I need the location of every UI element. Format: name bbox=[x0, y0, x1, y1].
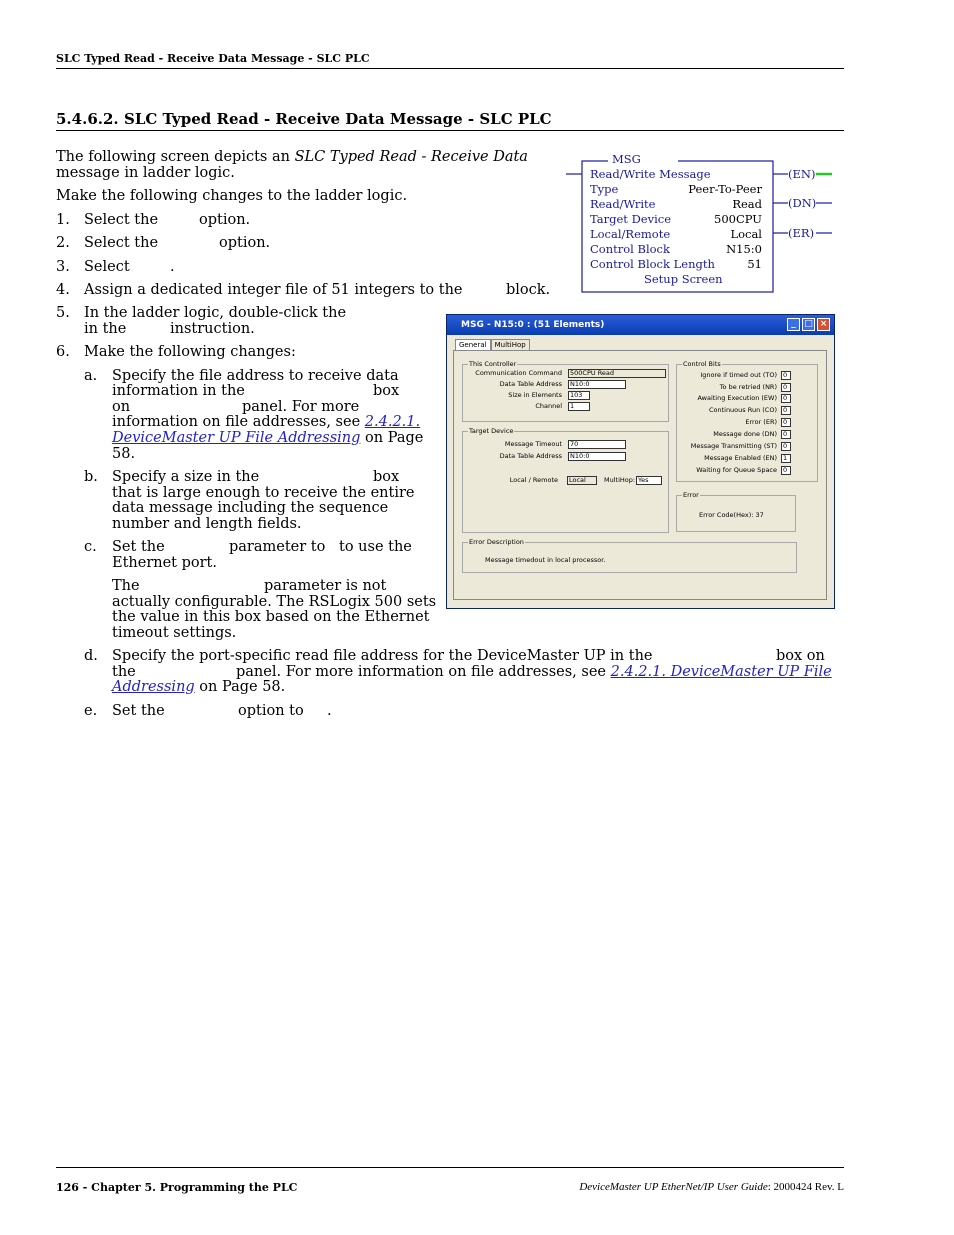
group-error bbox=[676, 491, 796, 532]
msg-dialog-window bbox=[446, 314, 835, 609]
ladder-output-en: (EN) bbox=[788, 167, 816, 181]
sub-c-note-3: the value in this box based on the Ethernet bbox=[112, 609, 430, 625]
sub-e-letter: e. bbox=[84, 703, 98, 719]
ladder-row-label: Read/Write bbox=[590, 197, 656, 211]
control-bit-value: 0 bbox=[781, 430, 791, 439]
sub-c-note-4: timeout settings. bbox=[112, 625, 237, 641]
step-1-num: 1. bbox=[56, 212, 70, 228]
sub-d-line-2b bbox=[236, 665, 832, 681]
footer-rule bbox=[56, 1167, 844, 1168]
control-bit-label: Waiting for Queue Space bbox=[696, 466, 777, 474]
sub-c-line-1c: to use the bbox=[339, 539, 412, 555]
field-label: MultiHop: bbox=[604, 476, 636, 484]
step-6-a: Make the following changes: bbox=[84, 344, 296, 360]
ladder-title: MSG bbox=[612, 152, 641, 166]
step-5-c: in the bbox=[84, 321, 127, 337]
group-title: Target Device bbox=[469, 427, 514, 435]
field-label: Message Timeout bbox=[504, 440, 562, 448]
section-rule bbox=[56, 130, 844, 131]
ladder-row-value: Peer-To-Peer bbox=[688, 182, 762, 196]
control-bit-value: 0 bbox=[781, 406, 791, 415]
sub-c-note-1a: The bbox=[112, 578, 140, 594]
step-3-b: . bbox=[170, 259, 175, 275]
field-label: Data Table Address bbox=[499, 380, 562, 388]
general-panel bbox=[453, 350, 827, 600]
step-4-b: block. bbox=[506, 282, 551, 298]
step-3-a: Select bbox=[84, 259, 130, 275]
communication-command-field[interactable]: 500CPU Read bbox=[568, 369, 666, 378]
size-in-elements-field[interactable]: 103 bbox=[568, 391, 590, 400]
group-title: Error Description bbox=[469, 538, 524, 546]
sub-a-line-2b: box bbox=[373, 383, 400, 399]
header-rule bbox=[56, 68, 844, 69]
sub-e-c: . bbox=[327, 703, 332, 719]
sub-a-line-3b: panel. For more bbox=[242, 399, 360, 415]
control-bit-label: Error (ER) bbox=[745, 418, 777, 426]
footer-guide-title: DeviceMaster UP EtherNet/IP User Guide bbox=[579, 1181, 768, 1193]
error-description-text: Message timedout in local processor. bbox=[485, 556, 606, 564]
close-icon[interactable]: × bbox=[817, 318, 830, 331]
sub-b-line-1a: Specify a size in the bbox=[112, 469, 260, 485]
field-label: Channel bbox=[535, 402, 562, 410]
error-code bbox=[699, 511, 764, 519]
step-1-a: Select the bbox=[84, 212, 159, 228]
sub-d-line-1b: box on bbox=[776, 648, 825, 664]
section-title: SLC Typed Read - Receive Data Message - SLC PLC bbox=[124, 110, 552, 128]
field-label: Communication Command bbox=[475, 369, 562, 377]
sub-a-see-text: information on file addresses, see bbox=[112, 414, 365, 430]
target-data-table-address-field[interactable]: N10:0 bbox=[568, 452, 626, 461]
sub-a-line-2a: information in the bbox=[112, 383, 245, 399]
channel-field[interactable]: 1 bbox=[568, 402, 590, 411]
ladder-row-value: 500CPU bbox=[714, 212, 762, 226]
sub-a-letter: a. bbox=[84, 368, 98, 384]
ladder-subtitle: Read/Write Message bbox=[590, 167, 711, 181]
step-4-a: Assign a dedicated integer file of 51 integers to the bbox=[84, 282, 463, 298]
group-target-device bbox=[462, 427, 669, 533]
intro-line-2: message in ladder logic. bbox=[56, 165, 235, 181]
ladder-row-label: Type bbox=[590, 182, 619, 196]
step-4-num: 4. bbox=[56, 282, 70, 298]
running-header: SLC Typed Read - Receive Data Message - SLC PLC bbox=[56, 52, 370, 65]
ladder-row-value: N15:0 bbox=[726, 242, 762, 256]
error-code-value: 37 bbox=[755, 511, 764, 519]
sub-e-b: option to bbox=[238, 703, 304, 719]
ladder-row-label: Control Block Length bbox=[590, 257, 715, 271]
ladder-row-value: Read bbox=[732, 197, 762, 211]
group-title: This Controller bbox=[469, 360, 517, 368]
step-1-b: option. bbox=[199, 212, 251, 228]
ladder-row-value: 51 bbox=[747, 257, 762, 271]
sub-a-page-text: on Page bbox=[360, 430, 424, 446]
ladder-output-dn: (DN) bbox=[788, 196, 817, 210]
minimize-icon[interactable]: _ bbox=[787, 318, 800, 331]
ladder-row-label: Local/Remote bbox=[590, 227, 671, 241]
step-6-num: 6. bbox=[56, 344, 70, 360]
ladder-setup-screen[interactable]: Setup Screen bbox=[644, 272, 723, 286]
sub-b-line-1b: box bbox=[373, 469, 400, 485]
error-code-label: Error Code(Hex): bbox=[699, 511, 754, 519]
intro-italic: SLC Typed Read - Receive Data bbox=[294, 149, 528, 165]
sub-b-line-4: number and length fields. bbox=[112, 516, 302, 532]
sub-d-letter: d. bbox=[84, 648, 98, 664]
sub-a-line-1: Specify the file address to receive data bbox=[112, 368, 399, 384]
sub-a-line-5 bbox=[112, 431, 423, 447]
control-bit-label: Ignore if timed out (TO) bbox=[700, 371, 777, 379]
sub-d-line-1a: Specify the port-specific read file address for the DeviceMaster UP in the bbox=[112, 648, 653, 664]
sub-c-note-1b: parameter is not bbox=[264, 578, 387, 594]
sub-c-line-1b: parameter to bbox=[229, 539, 326, 555]
field-label: Data Table Address bbox=[499, 452, 562, 460]
group-error-description bbox=[462, 538, 797, 573]
sub-c-letter: c. bbox=[84, 539, 97, 555]
dialog-tabs bbox=[455, 339, 530, 350]
control-bit-label: Awaiting Execution (EW) bbox=[697, 394, 777, 402]
sub-c-line-2: Ethernet port. bbox=[112, 555, 217, 571]
control-bit-value: 0 bbox=[781, 394, 791, 403]
ladder-row-value: Local bbox=[730, 227, 762, 241]
link-file-addressing-2b[interactable]: Addressing bbox=[112, 679, 195, 695]
group-title: Error bbox=[683, 491, 699, 499]
control-bit-label: Message Enabled (EN) bbox=[704, 454, 777, 462]
sub-b-line-3: data message including the sequence bbox=[112, 500, 389, 516]
sub-b-letter: b. bbox=[84, 469, 98, 485]
ladder-output-er: (ER) bbox=[788, 226, 815, 240]
footer-left: 126 - Chapter 5. Programming the PLC bbox=[56, 1181, 298, 1194]
sub-d-line-3 bbox=[112, 680, 285, 696]
step-5-num: 5. bbox=[56, 305, 70, 321]
step-2-b: option. bbox=[219, 235, 271, 251]
dialog-title-bar bbox=[447, 315, 834, 335]
section-heading bbox=[56, 110, 552, 128]
message-timeout-field[interactable]: 70 bbox=[568, 440, 626, 449]
intro-text: The following screen depicts an bbox=[56, 149, 295, 165]
control-bit-value: 0 bbox=[781, 371, 791, 380]
tab-general[interactable]: General bbox=[455, 339, 491, 350]
control-bit-label: Message done (DN) bbox=[713, 430, 777, 438]
tab-multihop[interactable]: MultiHop bbox=[491, 339, 530, 350]
footer-doc-number: : 2000424 Rev. L bbox=[767, 1181, 844, 1193]
er-label: ER bbox=[792, 226, 810, 240]
sub-e-a: Set the bbox=[112, 703, 165, 719]
make-changes-text: Make the following changes to the ladder logic. bbox=[56, 188, 408, 204]
sub-a-line-6: 58. bbox=[112, 446, 136, 462]
field-label: Local / Remote bbox=[509, 476, 558, 484]
link-file-addressing-2a[interactable]: 2.4.2.1. DeviceMaster UP File bbox=[610, 664, 832, 680]
sub-d-see-text: panel. For more information on file addresses, see bbox=[236, 664, 611, 680]
sub-c-line-1a: Set the bbox=[112, 539, 165, 555]
multihop-field[interactable]: Yes bbox=[636, 476, 662, 485]
data-table-address-field[interactable]: N10:0 bbox=[568, 380, 626, 389]
intro-line-1 bbox=[56, 150, 528, 166]
group-control-bits bbox=[676, 360, 818, 482]
sub-a-line-3a: on bbox=[112, 399, 131, 415]
sub-b-line-2: that is large enough to receive the entire bbox=[112, 485, 415, 501]
control-bit-label: Message Transmitting (ST) bbox=[690, 442, 777, 450]
maximize-icon[interactable]: □ bbox=[802, 318, 815, 331]
step-2-num: 2. bbox=[56, 235, 70, 251]
dialog-title: MSG - N15:0 : (51 Elements) bbox=[461, 320, 605, 330]
ladder-row-label: Control Block bbox=[590, 242, 670, 256]
sub-d-page-text: on Page 58. bbox=[194, 679, 286, 695]
sub-c-note-2: actually configurable. The RSLogix 500 sets bbox=[112, 594, 437, 610]
footer-right bbox=[579, 1181, 844, 1193]
section-number: 5.4.6.2. bbox=[56, 110, 119, 128]
local-remote-field[interactable]: Local bbox=[567, 476, 597, 485]
en-label: EN bbox=[792, 167, 811, 181]
step-3-num: 3. bbox=[56, 259, 70, 275]
field-label: Size in Elements bbox=[508, 391, 562, 399]
link-file-addressing-number[interactable]: 2.4.2.1. bbox=[364, 414, 421, 430]
control-bit-value: 0 bbox=[781, 466, 791, 475]
dn-label: DN bbox=[792, 196, 812, 210]
step-5-b: instruction. bbox=[170, 321, 255, 337]
control-bit-value: 0 bbox=[781, 442, 791, 451]
step-2-a: Select the bbox=[84, 235, 159, 251]
control-bit-value: 1 bbox=[781, 454, 791, 463]
ladder-row-label: Target Device bbox=[590, 212, 672, 226]
group-title: Control Bits bbox=[683, 360, 721, 368]
control-bit-value: 0 bbox=[781, 383, 791, 392]
link-file-addressing-title[interactable]: DeviceMaster UP File Addressing bbox=[112, 430, 361, 446]
control-bit-value: 0 bbox=[781, 418, 791, 427]
control-bit-label: To be retried (NR) bbox=[719, 383, 777, 391]
sub-d-line-2a: the bbox=[112, 664, 136, 680]
step-5-a: In the ladder logic, double-click the bbox=[84, 305, 347, 321]
sub-a-line-4 bbox=[112, 415, 420, 431]
control-bit-label: Continuous Run (CO) bbox=[708, 406, 777, 414]
group-this-controller bbox=[462, 360, 669, 422]
